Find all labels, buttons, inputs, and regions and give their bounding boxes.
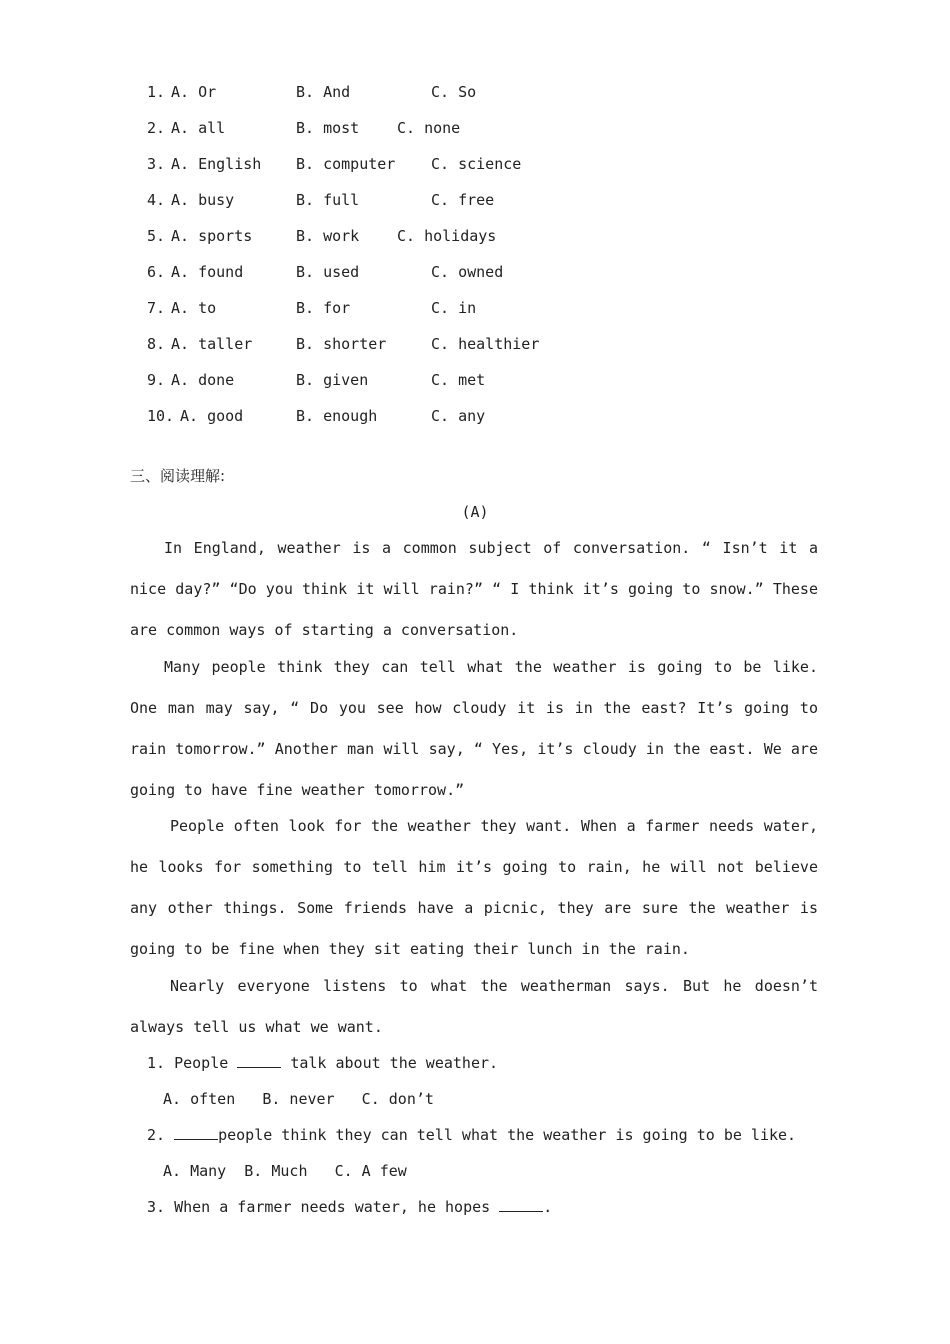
question-number: 4. <box>147 191 166 209</box>
option-b: B. full <box>296 191 360 209</box>
answer-blank <box>499 1197 543 1212</box>
option-b: B. enough <box>296 407 378 425</box>
option-c: C. owned <box>431 263 504 281</box>
question-number: 8. <box>147 335 166 353</box>
option-c: C. met <box>431 371 486 389</box>
question-2-choices: A. Many B. Much C. A few <box>163 1162 407 1180</box>
option-b: B. And <box>296 83 351 101</box>
section-title: 三、阅读理解: <box>130 467 226 485</box>
option-c: C. in <box>431 299 477 317</box>
option-c: C. holidays <box>397 227 497 245</box>
option-c: C. science <box>431 155 522 173</box>
question-1 <box>147 1053 498 1073</box>
option-b: B. work <box>296 227 360 245</box>
option-c: C. free <box>431 191 495 209</box>
passage-paragraph-4: Nearly everyone listens to what the weatherman says. But he doesn’t always tell us what we want. <box>130 977 818 1036</box>
option-c: C. healthier <box>431 335 540 353</box>
option-a: A. busy <box>171 191 235 209</box>
option-b: B. most <box>296 119 360 137</box>
question-number: 9. <box>147 371 166 389</box>
question-number: 1. <box>147 83 166 101</box>
question-number: 3. <box>147 155 166 173</box>
question-number: 6. <box>147 263 166 281</box>
question-number: 10. <box>147 407 175 425</box>
option-a: A. all <box>171 119 226 137</box>
option-b: B. shorter <box>296 335 387 353</box>
question-2-stem: 2. <box>147 1126 175 1144</box>
option-c: C. So <box>431 83 477 101</box>
question-1-choices: A. often B. never C. don’t <box>163 1090 434 1108</box>
passage-paragraph-1: In England, weather is a common subject of conversation. “ Isn’t it a nice day?” “Do you think it will rain?” “ I think it’s going to snow.” These are common ways of starting a conversation. <box>130 539 818 639</box>
option-c: C. none <box>397 119 461 137</box>
question-3-tail: . <box>543 1198 553 1216</box>
question-3-stem: 3. When a farmer needs water, he hopes <box>147 1198 500 1216</box>
question-1-stem: 1. People <box>147 1054 238 1072</box>
option-a: A. English <box>171 155 262 173</box>
question-1-tail: talk about the weather. <box>281 1054 499 1072</box>
question-2 <box>147 1125 796 1145</box>
option-a: A. good <box>180 407 244 425</box>
option-a: A. Or <box>171 83 217 101</box>
option-b: B. used <box>296 263 360 281</box>
passage-paragraph-3: People often look for the weather they want. When a farmer needs water, he looks for something to tell him it’s going to rain, he will not believe any other things. Some friends have a picnic, they are sure the weather is going to be fine when they sit eating their lunch in the rain. <box>130 817 818 958</box>
question-3 <box>147 1197 552 1217</box>
question-number: 2. <box>147 119 166 137</box>
question-2-tail: people think they can tell what the weather is going to be like. <box>218 1126 797 1144</box>
option-b: B. for <box>296 299 351 317</box>
answer-blank <box>174 1125 218 1140</box>
passage-paragraph-2: Many people think they can tell what the weather is going to be like. One man may say, “ Do you see how cloudy it is in the east? It’s going to rain tomorrow.” Another man will say, “ Yes, it’s cloudy in the east. We are going to have fine weather tomorrow.” <box>130 658 818 799</box>
option-a: A. taller <box>171 335 253 353</box>
answer-blank <box>237 1053 281 1068</box>
option-b: B. computer <box>296 155 396 173</box>
passage-label: (A) <box>461 503 489 521</box>
option-a: A. found <box>171 263 244 281</box>
option-b: B. given <box>296 371 369 389</box>
option-c: C. any <box>431 407 486 425</box>
option-a: A. sports <box>171 227 253 245</box>
option-a: A. done <box>171 371 235 389</box>
option-a: A. to <box>171 299 217 317</box>
question-number: 5. <box>147 227 166 245</box>
question-number: 7. <box>147 299 166 317</box>
